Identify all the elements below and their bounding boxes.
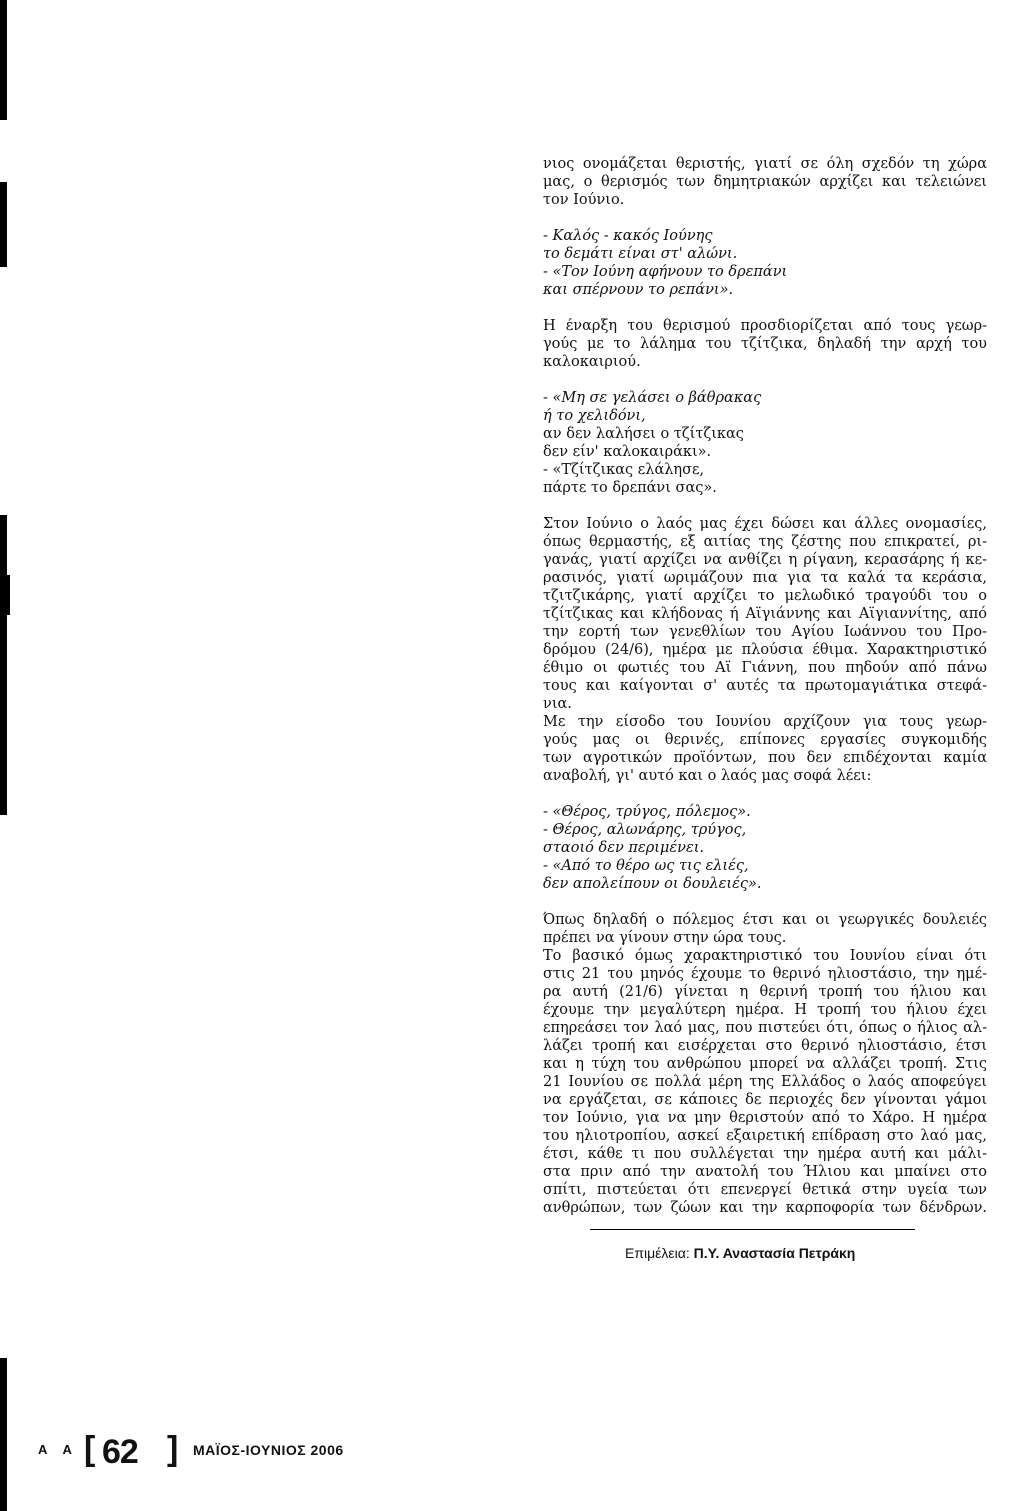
- paragraph-gap: [543, 497, 987, 515]
- text-line: στις 21 του μηνός έχουμε το θερινό ηλιοστάσιο, την ημέ-: [543, 966, 987, 982]
- text-line: Το βασικό όμως χαρακτηριστικό του Ιουνίου είναι ότι: [543, 948, 987, 964]
- text-line: καλοκαιριού.: [543, 354, 641, 370]
- proverb-line: - Καλός - κακός Ιούνης: [543, 228, 713, 244]
- text-line: τον Ιούνιο.: [543, 192, 625, 208]
- text-line: των αγροτικών προϊόντων, που δεν επιδέχονται καμία: [543, 750, 987, 766]
- proverb-line: - «Μη σε γελάσει ο βάθρακας: [543, 390, 762, 406]
- text-line: σπίτι, πιστεύεται ότι επενεργεί θετικά στην υγεία των: [543, 1182, 987, 1198]
- bracket-right: ]: [167, 1430, 179, 1468]
- proverb-line: δεν απολείπουν οι δουλειές».: [543, 876, 762, 892]
- text-line: πάρτε το δρεπάνι σας».: [543, 480, 717, 496]
- proverb-line: - «Θέρος, τρύγος, πόλεμος».: [543, 804, 751, 820]
- page-edge-bar: [0, 182, 7, 267]
- paragraph-gap: [543, 209, 987, 227]
- page-edge-bar: [0, 0, 7, 120]
- text-line: αναβολή, γι' αυτό και ο λαός μας σοφά λέει:: [543, 768, 872, 784]
- page-footer: [38, 1428, 358, 1478]
- bracket-left: [: [84, 1430, 96, 1468]
- text-line: Με την είσοδο του Ιουνίου αρχίζουν για τους γεωρ-: [543, 714, 987, 730]
- text-line: Όπως δηλαδή ο πόλεμος έτσι και οι γεωργικές δουλειές: [543, 912, 987, 928]
- text-line: ρα αυτή (21/6) γίνεται η θερινή τροπή του ήλιου και: [543, 984, 987, 1000]
- text-line: λάζει τροπή και εισέρχεται στο θερινό ηλιοστάσιο, έτσι: [543, 1038, 987, 1054]
- page-number: 62: [102, 1433, 138, 1471]
- text-line: όπως θερμαστής, εξ αιτίας της ζέστης που επικρατεί, ρι-: [543, 534, 987, 550]
- text-line: τους και καίγονται σ' αυτές τα πρωτομαγιάτικα στεφά-: [543, 678, 987, 694]
- text-line: νια.: [543, 696, 572, 712]
- credit-name: Π.Υ. Αναστασία Πετράκη: [693, 1245, 856, 1261]
- text-line: ρασινός, γιατί ωριμάζουν πια για τα καλά τα κεράσια,: [543, 570, 987, 586]
- text-line: στα πριν από την ανατολή του Ήλιου και μπαίνει στο: [543, 1164, 987, 1180]
- text-line: έτσι, κάθε τι που συλλέγεται την ημέρα αυτή και μάλι-: [543, 1146, 987, 1162]
- text-line: γούς μας οι θερινές, επίπονες εργασίες συγκομιδής: [543, 732, 987, 748]
- text-line: 21 Ιουνίου σε πολλά μέρη της Ελλάδος ο λαός αποφεύγει: [543, 1074, 987, 1090]
- paragraph-gap: [543, 299, 987, 317]
- proverb-line: και σπέρνουν το ρεπάνι».: [543, 282, 734, 298]
- paragraph-gap: [543, 785, 987, 803]
- text-line: νιος ονομάζεται θεριστής, γιατί σε όλη σχεδόν τη χώρα: [543, 156, 987, 172]
- text-line: έθιμο οι φωτιές του Αϊ Γιάννη, που πηδούν από πάνω: [543, 660, 987, 676]
- text-line: δρόμου (24/6), ημέρα με πλούσια έθιμα. Χαρακτηριστικό: [543, 642, 987, 658]
- page-edge-bar: [0, 515, 7, 815]
- proverb-line: - «Από το θέρο ως τις ελιές,: [543, 858, 749, 874]
- text-line: Στον Ιούνιο ο λαός μας έχει δώσει και άλλες ονομασίες,: [543, 516, 987, 532]
- text-line: Η έναρξη του θερισμού προσδιορίζεται από τους γεωρ-: [543, 318, 987, 334]
- text-line: την εορτή των γενεθλίων του Αγίου Ιωάννου του Προ-: [543, 624, 987, 640]
- text-line: και η τύχη του ανθρώπου μπορεί να αλλάζει τροπή. Στις: [543, 1056, 987, 1072]
- text-line: ανθρώπων, των ζώων και την καρποφορία των δένδρων.: [543, 1200, 987, 1216]
- paragraph-gap: [543, 371, 987, 389]
- text-line: επηρεάσει τον λαό μας, που πιστεύει ότι, όπως ο ήλιος αλ-: [543, 1020, 987, 1036]
- credit-rule: [590, 1229, 915, 1230]
- issue-date: ΜΑΪΟΣ-ΙΟΥΝΙΟΣ 2006: [193, 1442, 344, 1458]
- credit-label: Επιμέλεια:: [625, 1245, 690, 1261]
- page-edge-mark: [7, 575, 10, 615]
- proverb-line: - Θέρος, αλωνάρης, τρύγος,: [543, 822, 747, 838]
- text-line: πρέπει να γίνουν στην ώρα τους.: [543, 930, 787, 946]
- text-line: να εργάζεται, σε κάποιες δε περιοχές δεν γίνονται γάμοι: [543, 1092, 987, 1108]
- text-line: - «Τζίτζικας ελάλησε,: [543, 462, 705, 478]
- proverb-line: - «Τον Ιούνη αφήνουν το δρεπάνι: [543, 264, 788, 280]
- article-text-column: [543, 155, 987, 1217]
- text-line: μας, ο θερισμός των δημητριακών αρχίζει και τελειώνει: [543, 174, 987, 190]
- text-line: αν δεν λαλήσει ο τζίτζικας: [543, 426, 744, 442]
- magazine-mark: Α Α: [38, 1442, 78, 1457]
- text-line: δεν είν' καλοκαιράκι».: [543, 444, 712, 460]
- proverb-line: ή το χελιδόνι,: [543, 408, 646, 424]
- proverb-line: το δεμάτι είναι στ' αλώνι.: [543, 246, 738, 262]
- text-line: τον Ιούνιο, για να μην θεριστούν από το Χάρο. Η ημέρα: [543, 1110, 987, 1126]
- text-line: έχουμε την μεγαλύτερη ημέρα. Η τροπή του ήλιου έχει: [543, 1002, 987, 1018]
- text-line: τζιτζικάρης, γιατί αρχίζει το μελωδικό τραγούδι του ο: [543, 588, 987, 604]
- editor-credit: [625, 1245, 855, 1261]
- text-line: του ηλιοτροπίου, ασκεί εξαιρετική επίδραση στο λαό μας,: [543, 1128, 987, 1144]
- page-edge-bar: [0, 1358, 7, 1511]
- proverb-line: σταοιό δεν περιμένει.: [543, 840, 705, 856]
- text-line: γούς με το λάλημα του τζίτζικα, δηλαδή την αρχή του: [543, 336, 987, 352]
- text-line: γανάς, γιατί αρχίζει να ανθίζει η ρίγανη, κερασάρης ή κε-: [543, 552, 987, 568]
- paragraph-gap: [543, 893, 987, 911]
- text-line: τζίτζικας και κλήδονας ή Αϊγιάννης και Αϊγιαννίτης, από: [543, 606, 987, 622]
